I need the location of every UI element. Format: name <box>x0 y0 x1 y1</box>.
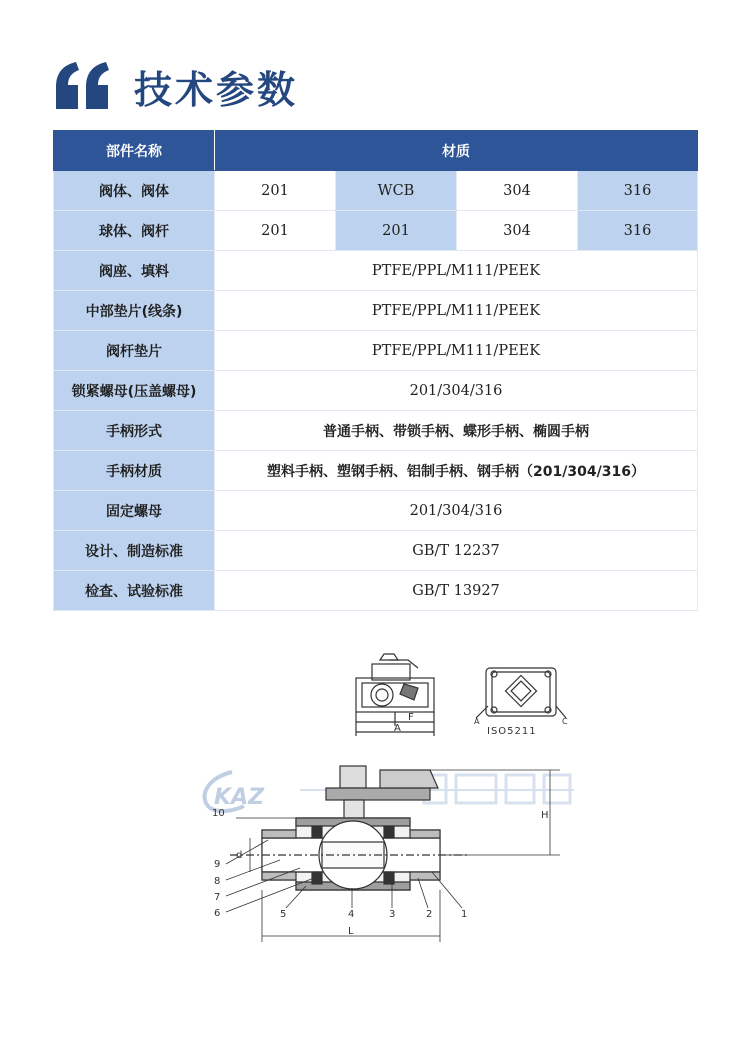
row-label: 手柄形式 <box>54 411 215 451</box>
part-number-4: 4 <box>348 909 355 920</box>
row-label: 球体、阀杆 <box>54 211 215 251</box>
iso-label-c: C <box>562 717 568 726</box>
iso-label: ISO5211 <box>487 726 537 737</box>
dim-label-a: A <box>394 723 401 734</box>
header-material: 材质 <box>215 131 698 171</box>
table-cell: 201/304/316 <box>215 491 698 531</box>
part-number-5: 5 <box>280 909 287 920</box>
part-number-7: 7 <box>214 892 221 903</box>
table-cell: 塑料手柄、塑钢手柄、铝制手柄、钢手柄（201/304/316） <box>215 451 698 491</box>
page-title: 技术参数 <box>134 67 299 112</box>
table-cell: WCB <box>336 171 457 211</box>
table-cell: 316 <box>578 211 698 251</box>
row-label: 锁紧螺母(压盖螺母) <box>54 371 215 411</box>
table-cell: 304 <box>457 211 578 251</box>
row-label: 固定螺母 <box>54 491 215 531</box>
row-label: 阀杆垫片 <box>54 331 215 371</box>
row-label: 中部垫片(线条) <box>54 291 215 331</box>
part-number-6: 6 <box>214 908 221 919</box>
row-label: 设计、制造标准 <box>54 531 215 571</box>
dim-label-d: d <box>236 850 243 861</box>
table-cell: 304 <box>457 171 578 211</box>
dim-label-h: H <box>541 810 549 821</box>
part-number-10: 10 <box>212 808 225 819</box>
part-number-8: 8 <box>214 876 221 887</box>
table-cell: PTFE/PPL/M111/PEEK <box>215 251 698 291</box>
part-number-1: 1 <box>461 909 468 920</box>
table-cell: GB/T 13927 <box>215 571 698 611</box>
table-cell: 201 <box>215 211 336 251</box>
part-number-3: 3 <box>389 909 396 920</box>
dim-label-f: F <box>408 712 414 723</box>
dim-label-l: L <box>348 926 354 937</box>
table-cell: 201 <box>336 211 457 251</box>
watermark-text: KAZ <box>214 785 265 810</box>
table-cell: GB/T 12237 <box>215 531 698 571</box>
header-part-name: 部件名称 <box>54 131 215 171</box>
part-number-2: 2 <box>426 909 433 920</box>
table-cell: 普通手柄、带锁手柄、蝶形手柄、椭圆手柄 <box>215 411 698 451</box>
table-cell: PTFE/PPL/M111/PEEK <box>215 331 698 371</box>
row-label: 手柄材质 <box>54 451 215 491</box>
iso-flange-view <box>476 668 566 718</box>
row-label: 阀座、填料 <box>54 251 215 291</box>
iso-label-a: A <box>474 717 480 726</box>
table-cell: 201 <box>215 171 336 211</box>
table-cell: PTFE/PPL/M111/PEEK <box>215 291 698 331</box>
row-label: 阀体、阀体 <box>54 171 215 211</box>
table-cell: 316 <box>578 171 698 211</box>
row-label: 检查、试验标准 <box>54 571 215 611</box>
part-number-9: 9 <box>214 859 221 870</box>
table-cell: 201/304/316 <box>215 371 698 411</box>
